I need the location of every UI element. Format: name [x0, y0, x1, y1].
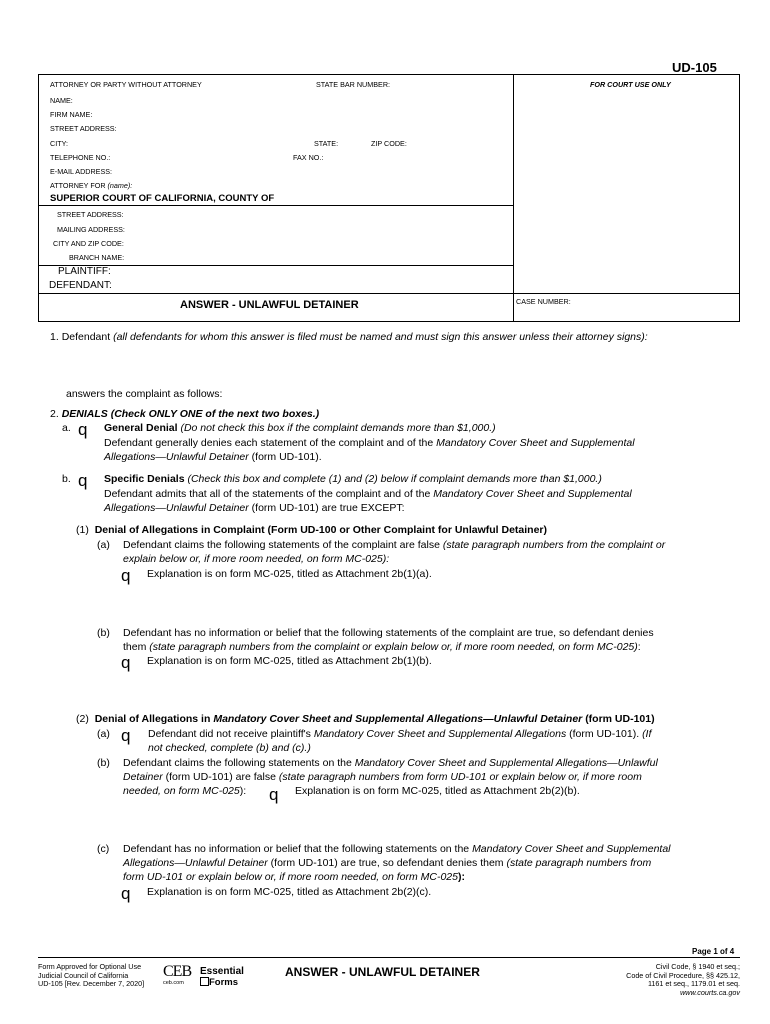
item2a-title-line	[104, 422, 496, 434]
ceb-logo	[163, 964, 191, 987]
sub1-heading-line	[76, 524, 547, 536]
item2b-line2-text: (form UD-101) are true EXCEPT:	[251, 502, 405, 514]
essential-logo-text: Essential	[200, 966, 244, 977]
code-line3: 1161 et seq., 1179.01 et seq.	[647, 979, 740, 988]
attorney-label: ATTORNEY OR PARTY WITHOUT ATTORNEY	[50, 80, 202, 89]
court-street-label[interactable]: STREET ADDRESS:	[57, 210, 124, 219]
approved-line3: UD-105 [Rev. December 7, 2020]	[38, 979, 145, 988]
item2a-line1	[104, 437, 635, 449]
form-number: UD-105	[672, 60, 717, 75]
code-line1: Civil Code, § 1940 et seq.;	[655, 962, 740, 971]
attorney-for-text: ATTORNEY FOR	[50, 181, 106, 190]
sub2b-line2-italic: Detainer	[123, 771, 163, 783]
sub1b-line2	[123, 641, 641, 653]
sub2c-line1-italic: Mandatory Cover Sheet and Supplemental	[472, 843, 671, 855]
specific-denials-title: Specific Denials	[104, 473, 185, 485]
sub2b-line2-mid: (form UD-101) are false	[165, 771, 276, 783]
specific-denials-checkbox[interactable]: q	[78, 471, 88, 490]
code-line2: Code of Civil Procedure, §§ 425.12,	[626, 970, 740, 980]
item2b-line1-italic: Mandatory Cover Sheet and Supplemental	[433, 488, 632, 500]
sub2c-letter: (c)	[97, 843, 110, 855]
item2a-line2-text: (form UD-101).	[251, 451, 322, 463]
caption-doc-title: ANSWER - UNLAWFUL DETAINER	[180, 299, 359, 311]
item2a-line2	[104, 451, 322, 463]
sub2-heading-pre: Denial of Allegations in	[94, 713, 211, 725]
footer-rule	[38, 957, 740, 958]
sub2c-line1	[123, 843, 671, 855]
sub2a-line1-italic2: (If	[642, 728, 652, 740]
sub2c-line2	[123, 857, 651, 869]
item1-answers: answers the complaint as follows:	[66, 388, 223, 400]
sub2b-line1	[123, 757, 658, 769]
telephone-label[interactable]: TELEPHONE NO.:	[50, 153, 111, 162]
ceb-logo-mark: CEB	[163, 963, 192, 980]
item2a-line1-text: Defendant generally denies each statement of the complaint and of the	[104, 437, 434, 449]
sub2a-line1-italic: Mandatory Cover Sheet and Supplemental Allegations	[313, 728, 567, 740]
approved-line2: Judicial Council of California	[38, 970, 129, 980]
attorney-for-label[interactable]	[50, 181, 132, 190]
court-title: SUPERIOR COURT OF CALIFORNIA, COUNTY OF	[50, 193, 275, 204]
forms-logo-line	[200, 977, 244, 988]
sub2b-line1-text: Defendant claims the following statements on the	[123, 757, 352, 769]
code-citations	[560, 963, 740, 997]
sub2b-line2	[123, 771, 642, 783]
firm-label[interactable]: FIRM NAME:	[50, 110, 93, 119]
sub1-heading: Denial of Allegations in Complaint (Form UD-100 or Other Complaint for Unlawful Detainer)	[94, 524, 547, 536]
court-city-label[interactable]: CITY AND ZIP CODE:	[53, 239, 124, 248]
court-use-label: FOR COURT USE ONLY	[590, 80, 671, 89]
city-label[interactable]: CITY:	[50, 139, 68, 148]
sub2a-checkbox[interactable]: q	[121, 726, 131, 745]
item2-heading-line	[50, 408, 319, 420]
sub1a-line2: explain below or, if more room needed, on form MC-025):	[123, 553, 390, 565]
sub2b-line3-post: ):	[239, 785, 247, 797]
item1-number: 1.	[50, 331, 59, 343]
item2b-line1	[104, 488, 632, 500]
sub2a-line1-post: (form UD-101).	[569, 728, 640, 740]
sub1a-checkbox[interactable]: q	[121, 566, 131, 585]
plaintiff-label[interactable]: PLAINTIFF:	[58, 266, 111, 277]
item2b-title-line	[104, 473, 602, 485]
sub2c-line3-italic: form UD-101 or explain below or, if more room needed, on form MC-025	[123, 871, 458, 883]
email-label[interactable]: E-MAIL ADDRESS:	[50, 167, 113, 176]
sub2-heading-italic: Mandatory Cover Sheet and Supplemental Allegations—Unlawful Detainer	[213, 713, 583, 725]
item2b-line2	[104, 502, 405, 514]
sub1a-line1	[123, 539, 665, 551]
sub2b-letter: (b)	[97, 757, 110, 769]
sub2b-checkbox[interactable]: q	[269, 785, 279, 804]
title-section-divider	[39, 293, 740, 294]
forms-box-icon	[200, 977, 209, 986]
defendant-label[interactable]: DEFENDANT:	[49, 280, 112, 291]
item2b-line2-italic: Allegations—Unlawful Detainer	[104, 502, 249, 514]
sub1b-line2-post: :	[637, 641, 641, 653]
sub2c-line3	[123, 871, 465, 883]
item2-heading: DENIALS (Check ONLY ONE of the next two boxes.)	[61, 408, 320, 420]
name-label[interactable]: NAME:	[50, 96, 73, 105]
sub1b-checkbox[interactable]: q	[121, 653, 131, 672]
state-bar-label: STATE BAR NUMBER:	[316, 80, 391, 89]
sub2-heading-post: (form UD-101)	[585, 713, 655, 725]
sub2c-line3-post: ):	[457, 871, 465, 883]
sub2c-line2-mid: (form UD-101) are true, so defendant denies them	[270, 857, 504, 869]
page-number: Page 1 of 4	[692, 947, 735, 956]
sub2a-line1-text: Defendant did not receive plaintiff's	[148, 728, 311, 740]
sub2a-line2: not checked, complete (b) and (c).)	[148, 742, 311, 754]
sub2-heading-line	[76, 713, 655, 725]
sub2c-line2-italic: Allegations—Unlawful Detainer	[123, 857, 268, 869]
sub2c-checkbox[interactable]: q	[121, 884, 131, 903]
sub2b-explanation: Explanation is on form MC-025, titled as Attachment 2b(2)(b).	[295, 785, 580, 797]
item2a-line1-italic: Mandatory Cover Sheet and Supplemental	[436, 437, 635, 449]
general-denial-note: (Do not check this box if the complaint demands more than $1,000.)	[180, 422, 496, 434]
court-branch-label[interactable]: BRANCH NAME:	[69, 253, 125, 262]
forms-logo-text: Forms	[209, 977, 239, 988]
item1-italic: (all defendants for whom this answer is filed must be named and must sign this answer unless their attorney signs):	[113, 331, 648, 343]
sub1b-letter: (b)	[97, 627, 110, 639]
item2a-line2-italic: Allegations—Unlawful Detainer	[104, 451, 249, 463]
general-denial-title: General Denial	[104, 422, 178, 434]
footer-title: ANSWER - UNLAWFUL DETAINER	[285, 965, 480, 979]
court-use-divider	[513, 75, 514, 322]
court-mailing-label[interactable]: MAILING ADDRESS:	[57, 225, 125, 234]
sub1b-explanation: Explanation is on form MC-025, titled as Attachment 2b(1)(b).	[147, 655, 432, 667]
sub2b-line2-italic2: (state paragraph numbers from form UD-101 or explain below or, if more room	[278, 771, 642, 783]
attorney-for-name: (name):	[107, 181, 133, 190]
sub1a-letter: (a)	[97, 539, 110, 551]
sub2a-letter: (a)	[97, 728, 110, 740]
sub1a-line1-text: Defendant claims the following statements of the complaint are false	[123, 539, 440, 551]
general-denial-checkbox[interactable]: q	[78, 420, 88, 439]
court-section-divider	[39, 205, 513, 206]
sub1b-line2-italic: (state paragraph numbers from the complaint or explain below or, if more room needed, on form MC-025)	[149, 641, 638, 653]
form-approved-block	[38, 963, 144, 989]
approved-line1: Form Approved for Optional Use	[38, 962, 142, 971]
essential-forms-logo	[200, 966, 244, 988]
item2b-letter: b.	[62, 473, 71, 485]
sub2-number: (2)	[76, 713, 89, 725]
sub1b-line2-text: them	[123, 641, 147, 653]
item2a-letter: a.	[62, 422, 71, 434]
item2-number: 2.	[50, 408, 59, 420]
courts-website-link[interactable]: www.courts.ca.gov	[680, 987, 740, 997]
sub1-number: (1)	[76, 524, 89, 536]
sub2c-explanation: Explanation is on form MC-025, titled as Attachment 2b(2)(c).	[147, 886, 432, 898]
item2b-line1-text: Defendant admits that all of the statements of the complaint and of the	[104, 488, 431, 500]
street-label[interactable]: STREET ADDRESS:	[50, 124, 117, 133]
sub2c-line2-italic2: (state paragraph numbers from	[506, 857, 652, 869]
item1-text: Defendant	[61, 331, 111, 343]
sub1a-line1-italic: (state paragraph numbers from the complaint or	[442, 539, 666, 551]
sub2b-line1-italic: Mandatory Cover Sheet and Supplemental Allegations—Unlawful	[354, 757, 658, 769]
zip-label[interactable]: ZIP CODE:	[371, 139, 407, 148]
state-label[interactable]: STATE:	[314, 139, 339, 148]
item1-line	[50, 331, 648, 343]
specific-denials-note: (Check this box and complete (1) and (2) below if complaint demands more than $1,000.)	[187, 473, 602, 485]
sub2b-line3-italic: needed, on form MC-025	[123, 785, 240, 797]
sub1b-line1: Defendant has no information or belief that the following statements of the complaint are true, so defendant denies	[123, 627, 654, 639]
sub2b-line3	[123, 785, 246, 797]
ceb-logo-url: ceb.com	[163, 980, 184, 986]
fax-label[interactable]: FAX NO.:	[293, 153, 324, 162]
sub1a-explanation: Explanation is on form MC-025, titled as Attachment 2b(1)(a).	[147, 568, 432, 580]
case-number-label[interactable]: CASE NUMBER:	[516, 297, 571, 306]
sub2c-line1-text: Defendant has no information or belief that the following statements on the	[123, 843, 470, 855]
sub2a-line1	[148, 728, 651, 740]
